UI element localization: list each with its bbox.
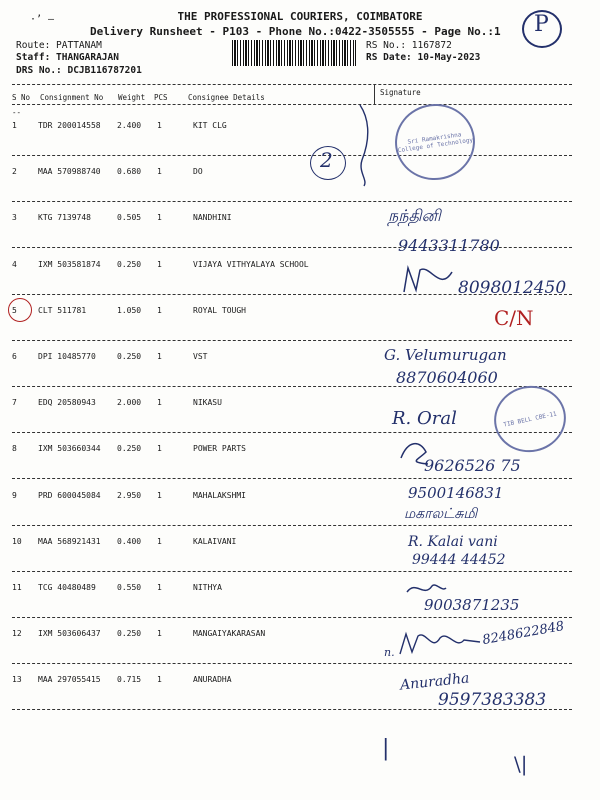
row-weight: 0.680 bbox=[117, 167, 142, 177]
row-pcs: 1 bbox=[157, 444, 162, 454]
row-divider bbox=[12, 155, 572, 156]
row-divider bbox=[12, 617, 572, 618]
row-pcs: 1 bbox=[157, 121, 162, 130]
header-divider-bottom bbox=[12, 104, 572, 105]
row-sno: 1 bbox=[12, 121, 17, 130]
row-consignment: PRD 600045084 bbox=[38, 490, 101, 500]
row-divider bbox=[12, 201, 572, 202]
row-sno: 7 bbox=[12, 398, 17, 408]
row-weight: 0.400 bbox=[117, 536, 142, 546]
row-consignment: KTG 7139748 bbox=[38, 213, 91, 223]
row-pcs: 1 bbox=[157, 536, 162, 546]
col-weight: Weight bbox=[118, 93, 146, 102]
col-signature: Signature bbox=[380, 88, 421, 97]
row-pcs: 1 bbox=[157, 259, 162, 269]
company-title: THE PROFESSIONAL COURIERS, COIMBATORE bbox=[177, 10, 423, 23]
row-sno: 13 bbox=[12, 675, 22, 685]
row-weight: 0.250 bbox=[117, 629, 142, 639]
row-consignment: MAA 297055415 bbox=[38, 675, 101, 685]
col-pcs: PCS bbox=[154, 93, 168, 102]
rs-date: RS Date: 10-May-2023 bbox=[366, 52, 481, 63]
row-pcs: 1 bbox=[157, 305, 162, 315]
row-sno: 4 bbox=[12, 259, 17, 269]
header-divider-top bbox=[12, 84, 572, 85]
row-sno: 8 bbox=[12, 444, 17, 454]
row-details: ANURADHA bbox=[193, 675, 232, 685]
row-weight: 0.715 bbox=[117, 675, 142, 685]
sign-row5-mark: C/N bbox=[494, 306, 534, 330]
row-consignment: CLT 511781 bbox=[38, 305, 87, 315]
sign-row10-phone: 99444 44452 bbox=[412, 552, 506, 568]
sign-row12-phone: 8248622848 bbox=[481, 618, 566, 649]
scribble-top-left: ·’ — bbox=[30, 14, 55, 25]
row-consignment: IXM 503606437 bbox=[38, 629, 101, 639]
sign-row9-phone: 9500146831 bbox=[408, 484, 504, 502]
sign-row13-phone: 9597383383 bbox=[438, 690, 547, 710]
row-details: KALAIVANI bbox=[193, 536, 237, 546]
delivery-stamp: TIB BELL CBE-11 bbox=[488, 379, 572, 459]
row-details: MANGAIYAKARASAN bbox=[193, 629, 266, 639]
row-consignment: EDQ 20580943 bbox=[38, 398, 96, 408]
sign-row10-name: R. Kalai vani bbox=[408, 534, 498, 550]
row-sno: 9 bbox=[12, 490, 17, 500]
sign-row6-phone: 8870604060 bbox=[396, 368, 498, 387]
row-sno: 11 bbox=[12, 583, 22, 592]
sign-row9-name: மகாலட்சுமி bbox=[404, 506, 478, 522]
col-details: Consignee Details bbox=[188, 93, 265, 102]
row-pcs: 1 bbox=[157, 629, 162, 639]
rs-number: RS No.: 1167872 bbox=[366, 40, 452, 51]
row-weight: 0.250 bbox=[117, 444, 142, 454]
row-sno: 12 bbox=[12, 629, 22, 639]
row5-circle bbox=[8, 298, 32, 322]
row-details: DO bbox=[193, 167, 203, 177]
signature-scribble-row12 bbox=[396, 628, 486, 658]
row-weight: 2.950 bbox=[117, 490, 142, 500]
row-divider bbox=[12, 525, 572, 526]
barcode bbox=[232, 40, 356, 66]
row-consignment: MAA 568921431 bbox=[38, 536, 101, 546]
col-sno: S No bbox=[12, 93, 31, 102]
bottom-mark-2: \| bbox=[514, 752, 528, 776]
row-consignment: IXM 503581874 bbox=[38, 259, 101, 269]
drs-number: DRS No.: DCJB116787201 bbox=[16, 65, 142, 76]
header-dashes: -- bbox=[12, 108, 22, 117]
row-weight: 0.250 bbox=[117, 259, 142, 269]
sign-row13-name: Anuradha bbox=[399, 670, 471, 694]
row-weight: 0.250 bbox=[117, 352, 142, 361]
row-details: VST bbox=[193, 352, 208, 361]
row-pcs: 1 bbox=[157, 490, 162, 500]
row-sno: 3 bbox=[12, 213, 17, 223]
row-details: MAHALAKSHMI bbox=[193, 490, 246, 500]
row-details: VIJAYA VITHYALAYA SCHOOL bbox=[193, 259, 309, 269]
college-stamp: Sri Ramakrishna College of Technology bbox=[390, 99, 480, 185]
row-weight: 0.505 bbox=[117, 213, 142, 223]
row-details: POWER PARTS bbox=[193, 444, 246, 454]
row-consignment: MAA 570988740 bbox=[38, 167, 101, 177]
runsheet-title: Delivery Runsheet - P103 - Phone No.:0422-3505555 - Page No.:1 bbox=[90, 25, 501, 38]
sign-row7-name: R. Oral bbox=[392, 408, 457, 429]
row-consignment: TCG 40480489 bbox=[38, 583, 96, 592]
row-sno: 6 bbox=[12, 352, 17, 361]
row-pcs: 1 bbox=[157, 398, 162, 408]
row-pcs: 1 bbox=[157, 352, 162, 361]
row-consignment: IXM 503660344 bbox=[38, 444, 101, 454]
staff-label: Staff: THANGARAJAN bbox=[16, 52, 119, 63]
col-consignment: Consignment No bbox=[40, 93, 104, 102]
row-sno: 5 bbox=[12, 305, 17, 315]
sign-row12-prefix: n. bbox=[384, 646, 395, 659]
row-details: KIT CLG bbox=[193, 121, 227, 130]
route-label: Route: PATTANAM bbox=[16, 40, 102, 51]
signature-scribble-row4 bbox=[400, 262, 460, 298]
row-pcs: 1 bbox=[157, 583, 162, 592]
sign-row11-phone: 9003871235 bbox=[424, 596, 520, 614]
sign-row3-phone: 9443311780 bbox=[398, 236, 500, 255]
sign-row8-phone: 9626526 75 bbox=[424, 456, 521, 475]
circled-two-digit: 2 bbox=[320, 148, 333, 172]
row-sno: 2 bbox=[12, 167, 17, 177]
row-pcs: 1 bbox=[157, 167, 162, 177]
row-weight: 2.000 bbox=[117, 398, 142, 408]
bottom-mark-1: | bbox=[382, 736, 390, 761]
sign-row4-phone: 8098012450 bbox=[458, 278, 567, 298]
row-details: NITHYA bbox=[193, 583, 222, 592]
row-pcs: 1 bbox=[157, 213, 162, 223]
row-divider bbox=[12, 432, 572, 433]
signature-scribble-row1 bbox=[340, 100, 400, 190]
row-details: NANDHINI bbox=[193, 213, 232, 223]
row-consignment: TDR 200014558 bbox=[38, 121, 101, 130]
row-sno: 10 bbox=[12, 536, 22, 546]
row-pcs: 1 bbox=[157, 675, 162, 685]
row-divider bbox=[12, 340, 572, 341]
page-marker: P bbox=[534, 12, 549, 37]
row-divider bbox=[12, 663, 572, 664]
row-details: ROYAL TOUGH bbox=[193, 305, 246, 315]
row-divider bbox=[12, 571, 572, 572]
row-weight: 2.400 bbox=[117, 121, 142, 130]
row-divider bbox=[12, 478, 572, 479]
row-details: NIKASU bbox=[193, 398, 222, 408]
sign-row3-name: நந்தினி bbox=[388, 206, 441, 225]
row-consignment: DPI 10485770 bbox=[38, 352, 96, 361]
row-weight: 1.050 bbox=[117, 305, 142, 315]
sign-row6-name: G. Velumurugan bbox=[384, 346, 507, 364]
row-weight: 0.550 bbox=[117, 583, 142, 592]
